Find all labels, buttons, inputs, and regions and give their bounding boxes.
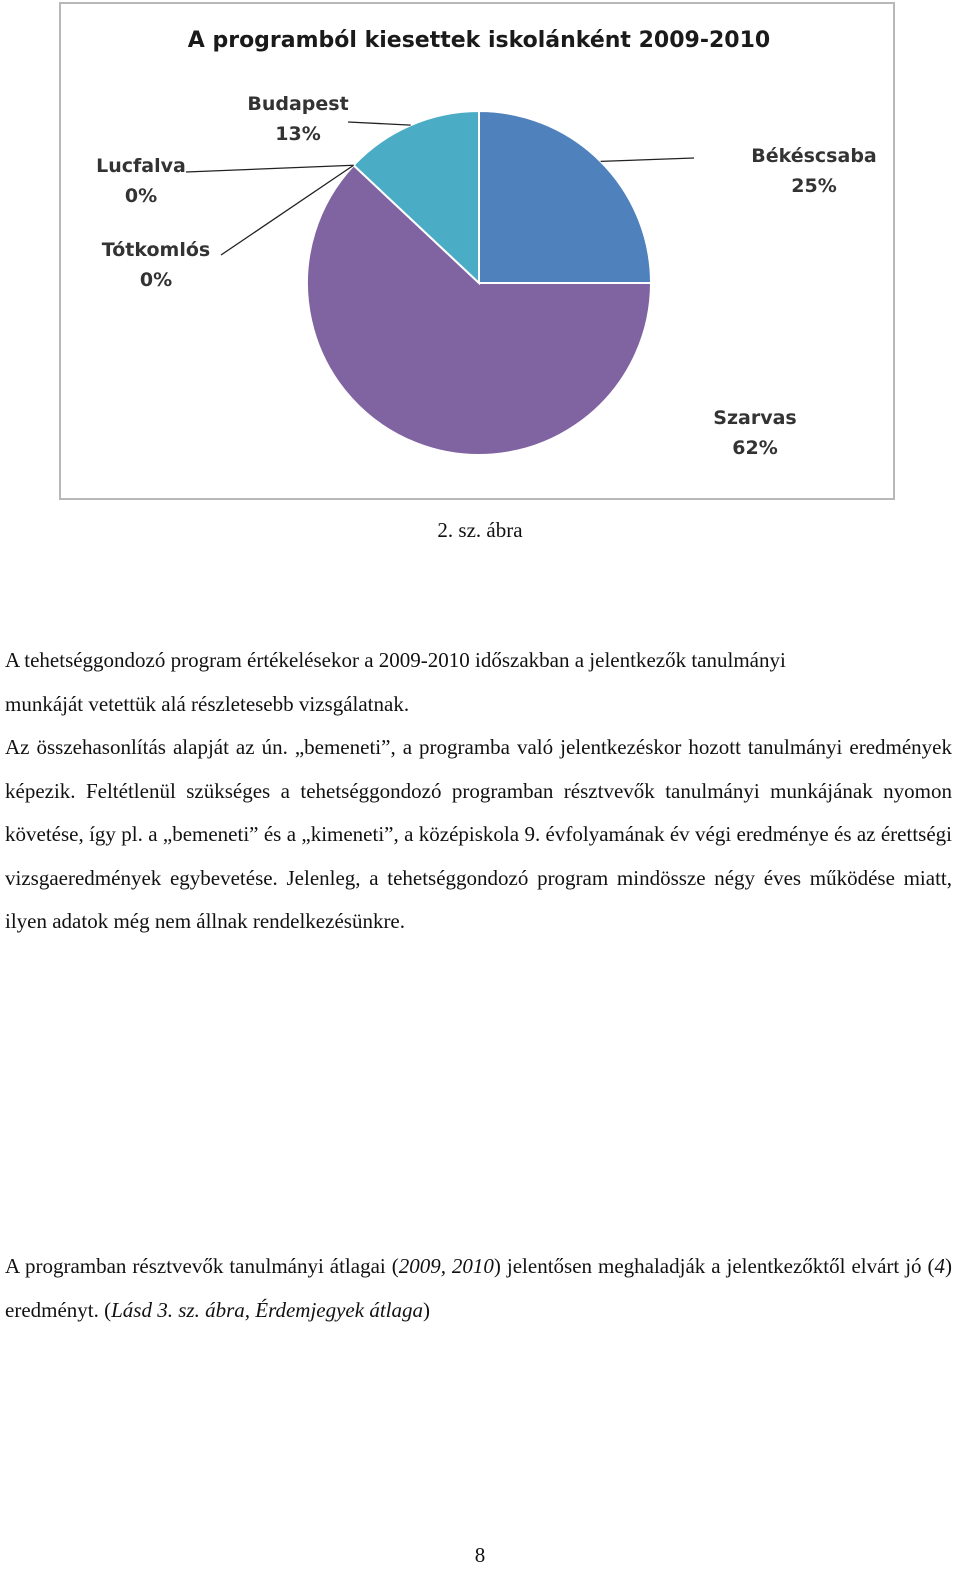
paragraph-1-line-1: A tehetséggondozó program értékelésekor a 2009-2010 időszakban a jelentkezők tanulmányi [5, 648, 786, 672]
slice-value-totkomlos: 0% [139, 269, 173, 291]
paragraph-3-part-3: ) eredményt. ( [5, 1254, 953, 1322]
pie-chart-frame [59, 2, 895, 500]
chart-title: A programból kiesettek iskolánként 2009-2010 [187, 28, 771, 53]
pie-chart [61, 4, 893, 498]
leader-line-lucfalva [186, 165, 354, 172]
page-number: 8 [474, 1543, 486, 1567]
paragraph-2: Az összehasonlítás alapját az ún. „bemeneti”, a programba való jelentkezéskor hozott tanulmányi eredmények képezik. Feltétlenül szükséges a tehetséggondozó programban résztvevők tanulmányi munkájának nyomon követése, így pl. a „bemeneti” és a „kimeneti”, a középiskola 9. évfolyamának év végi eredménye és az érettségi vizsgaeredmények egybevetése. Jelenleg, a tehetséggondozó program mindössze négy éves működése miatt, ilyen adatok még nem állnak rendelkezésünkre. [5, 735, 952, 933]
slice-label-budapest: Budapest [247, 93, 349, 115]
paragraph-3-years: 2009, 2010 [398, 1254, 494, 1278]
slice-label-totkomlos: Tótkomlós [101, 239, 211, 261]
leader-line-budapest [348, 122, 411, 125]
figure-caption: 2. sz. ábra [437, 518, 523, 542]
slice-label-lucfalva: Lucfalva [96, 155, 186, 177]
paragraph-3-part-4: ) [423, 1297, 430, 1322]
paragraph-1 [5, 639, 952, 726]
slice-value-bekescsaba: 25% [791, 175, 837, 197]
paragraph-1-line-2: munkáját vetettük alá részletesebb vizsgálatnak. [5, 691, 410, 716]
paragraph-3-part-1: A programban résztvevők tanulmányi átlagai ( [5, 1254, 399, 1278]
slice-label-bekescsaba: Békéscsaba [751, 145, 877, 167]
paragraph-3-reference: Lásd 3. sz. ábra, Érdemjegyek átlaga [111, 1297, 423, 1322]
paragraph-3-grade: 4 [934, 1254, 946, 1278]
slice-label-szarvas: Szarvas [713, 407, 797, 429]
slice-value-szarvas: 62% [732, 437, 778, 459]
slice-value-lucfalva: 0% [124, 185, 158, 207]
slice-value-budapest: 13% [275, 123, 321, 145]
pie-slice-bekescsaba [479, 111, 651, 283]
leader-line-bekescsaba [601, 158, 694, 161]
paragraph-3-part-2: ) jelentősen meghaladják a jelentkezőktől elvárt jó ( [493, 1254, 935, 1278]
paragraph-3 [5, 1245, 952, 1332]
